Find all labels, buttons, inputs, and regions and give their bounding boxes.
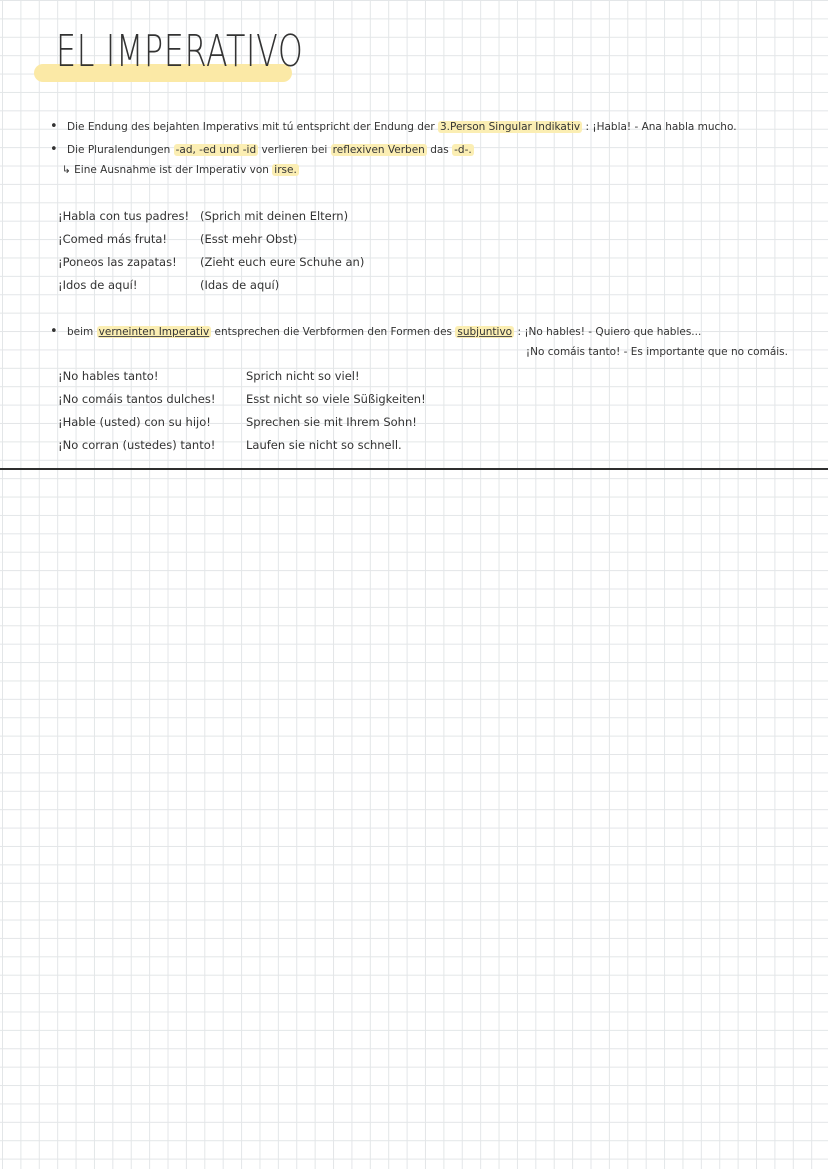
section-divider — [0, 468, 828, 470]
example-es: ¡Hable (usted) con su hijo! — [58, 415, 211, 429]
rule-3-text-b: entsprechen die Verbformen den Formen des — [214, 326, 453, 338]
bullet-icon: • — [50, 119, 58, 134]
rule-3 — [50, 324, 701, 339]
rule-3-example-2: ¡No comáis tanto! - Es importante que no comáis. — [525, 346, 788, 358]
example-es: ¡Idos de aquí! — [58, 278, 138, 292]
rule-2-sub-text: Eine Ausnahme ist der Imperativ von — [74, 164, 269, 176]
rule-3-text-a: beim — [67, 326, 94, 338]
example-de: Sprich nicht so viel! — [246, 369, 360, 383]
example-de: (Esst mehr Obst) — [200, 232, 298, 246]
example-es: ¡No comáis tantos dulches! — [58, 392, 216, 406]
rule-2-sub — [62, 164, 299, 176]
bullet-icon: • — [50, 324, 58, 339]
example-es: ¡No hables tanto! — [58, 369, 159, 383]
example-de: Sprechen sie mit Ihrem Sohn! — [246, 415, 417, 429]
rule-1-highlight: 3.Person Singular Indikativ — [440, 121, 581, 133]
rule-2-text-a: Die Pluralendungen — [67, 144, 171, 156]
bullet-icon: • — [50, 142, 58, 157]
rule-2-text-c: das — [430, 144, 449, 156]
rule-1-text: Die Endung des bejahten Imperativs mit tú entspricht der Endung der — [67, 121, 435, 133]
example-de: (Zieht euch eure Schuhe an) — [200, 255, 365, 269]
rule-2-text-b: verlieren bei — [261, 144, 328, 156]
example-es: ¡Comed más fruta! — [58, 232, 168, 246]
rule-1 — [50, 119, 737, 134]
example-de: Esst nicht so viele Süßigkeiten! — [246, 392, 426, 406]
arrow-right-icon: ↳ — [62, 164, 71, 176]
example-de: Laufen sie nicht so schnell. — [246, 438, 402, 452]
rule-2-sub-highlight: irse. — [274, 164, 297, 176]
rule-2-highlight-c: -d-. — [454, 144, 472, 156]
rule-3-sep: : — [517, 326, 521, 338]
rule-2 — [50, 142, 474, 157]
example-es: ¡No corran (ustedes) tanto! — [58, 438, 216, 452]
rule-2-highlight-a: -ad, -ed und -id — [175, 144, 257, 156]
example-de: (Sprich mit deinen Eltern) — [200, 209, 349, 223]
rule-3-highlight-b: subjuntivo — [457, 326, 513, 338]
rule-3-highlight-a: verneinten Imperativ — [98, 326, 210, 338]
example-es: ¡Habla con tus padres! — [58, 209, 190, 223]
rule-1-sep: : — [585, 121, 590, 133]
example-es: ¡Poneos las zapatas! — [58, 255, 177, 269]
example-de: (Idas de aquí) — [200, 278, 280, 292]
rule-3-example-1: ¡No hables! - Quiero que hables... — [524, 326, 702, 338]
rule-1-example: ¡Habla! - Ana habla mucho. — [592, 121, 737, 133]
page-title: EL IMPERATIVO — [56, 26, 304, 77]
rule-2-highlight-b: reflexiven Verben — [332, 144, 425, 156]
